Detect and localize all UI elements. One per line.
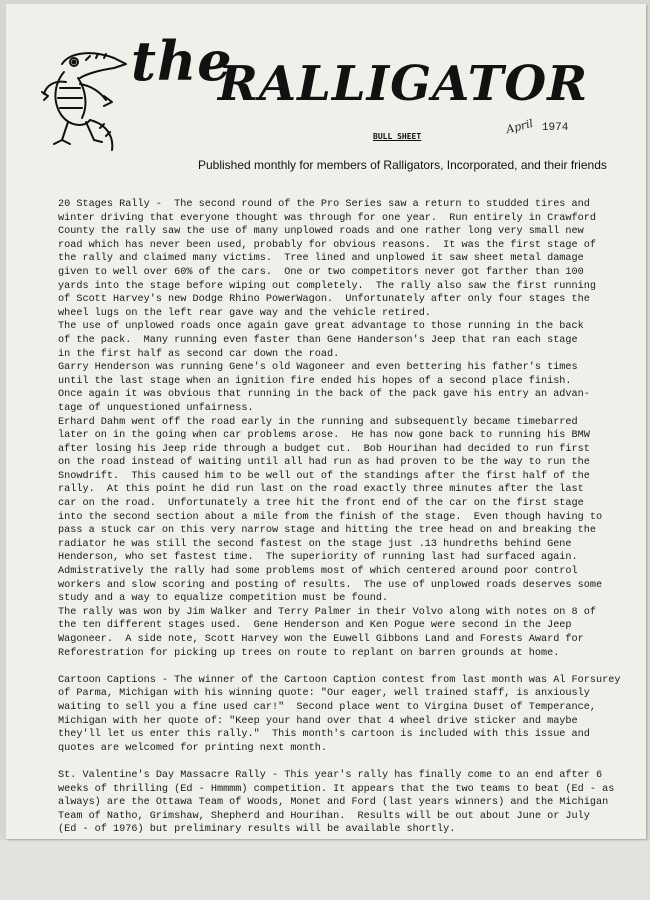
- text-line: waiting to sell you a fine used car!" Second place went to Virgina Duset of Temperance,: [58, 701, 596, 713]
- text-line: Garry Henderson was running Gene's old Wagoneer and even bettering his father's times: [58, 362, 578, 374]
- text-line: Snowdrift. This caused him to be well out of the standings after the first half of the: [58, 470, 590, 482]
- text-line: The rally was won by Jim Walker and Terry Palmer in their Volvo along with notes on 8 of: [58, 606, 596, 618]
- text-line: of Parma, Michigan with his winning quote: "Our eager, well trained staff, is anxiously: [58, 688, 590, 700]
- paragraph-gap: [58, 755, 646, 769]
- text-line: given to well over 60% of the cars. One or two competitors never got farther than 100: [58, 266, 584, 278]
- article-valentines-rally: [58, 769, 646, 837]
- masthead-the: the: [131, 29, 233, 93]
- text-line: Cartoon Captions - The winner of the Cartoon Caption contest from last month was Al Forsurey: [58, 674, 621, 686]
- text-line: study and a way to equalize competition must be found.: [58, 593, 389, 605]
- text-line: workers and slow scoring and posting of results. The use of unplowed roads deserves some: [58, 579, 603, 591]
- text-line: pass a stuck car on this very narrow stage and hitting the tree head on and breaking the: [58, 525, 596, 537]
- text-line: Reforestration for picking up trees on route to replant on barren grounds at home.: [58, 647, 560, 659]
- paragraph-gap: [58, 660, 646, 674]
- text-line: always) are the Ottawa Team of Woods, Monet and Ford (last years winners) and the Michigan: [58, 797, 609, 809]
- newsletter-body: [58, 198, 646, 837]
- article-cartoon-captions: [58, 674, 646, 756]
- text-line: wheel lugs on the left rear gave way and the vehicle retired.: [58, 307, 431, 319]
- text-line: they'll let us enter this rally." This month's cartoon is included with this issue and: [58, 729, 590, 741]
- text-line: quotes are welcomed for printing next month.: [58, 742, 327, 754]
- text-line: into the second section about a mile from the finish of the stage. Even though having to: [58, 511, 603, 523]
- text-line: of Scott Harvey's new Dodge Rhino PowerWagon. Unfortunately after only four stages the: [58, 294, 590, 306]
- text-line: road which has never been used, probably for obvious reasons. It was the first stage of: [58, 239, 596, 251]
- text-line: Team of Natho, Grimshaw, Shepherd and Hourihan. Results will be out about June or July: [58, 810, 590, 822]
- text-line: 20 Stages Rally - The second round of the Pro Series saw a return to studded tires and: [58, 199, 590, 210]
- text-line: rally. At this point he did run last on the road exactly three minutes after the last: [58, 484, 584, 496]
- text-line: winter driving that everyone thought was through for one year. Run entirely in Crawford: [58, 212, 596, 224]
- text-line: in the first half as second car down the road.: [58, 348, 340, 360]
- text-line: later on in the going when car problems arose. He has now gone back to running his BMW: [58, 430, 590, 442]
- text-line: (Ed - of 1976) but preliminary results will be available shortly.: [58, 824, 456, 836]
- text-line: car on the road. Unfortunately a tree hit the front end of the car on the first stage: [58, 498, 584, 510]
- text-line: the ten different stages used. Gene Henderson and Ken Pogue were second in the Jeep: [58, 620, 572, 632]
- text-line: weeks of thrilling (Ed - Hmmmm) competition. It appears that the two teams to beat (Ed - as: [58, 783, 615, 795]
- issue-year: 1974: [541, 122, 569, 134]
- text-line: Admistratively the rally had some problems most of which centered around poor control: [58, 566, 578, 578]
- issue-month: April: [504, 116, 535, 137]
- issue-date: [504, 116, 569, 137]
- alligator-mascot-icon: [40, 44, 135, 154]
- background-below-page: [0, 840, 650, 900]
- text-line: Wagoneer. A side note, Scott Harvey won the Euwell Gibbons Land and Forests Award for: [58, 634, 584, 645]
- text-line: St. Valentine's Day Massacre Rally - This year's rally has finally come to an end after 6: [58, 769, 603, 781]
- masthead-title: RALLIGATOR: [218, 56, 589, 112]
- text-line: on the road instead of waiting until all had run as had proven to be the way to run the: [58, 457, 590, 469]
- text-line: Henderson, who set fastest time. The superiority of running last had surfaced again.: [58, 552, 578, 564]
- text-line: Erhard Dahm went off the road early in the running and subsequently became timebarred: [58, 416, 578, 428]
- text-line: of the pack. Many running even faster than Gene Handerson's Jeep that ran each stage: [58, 334, 578, 346]
- text-line: tage of unquestioned unfairness.: [58, 402, 254, 414]
- text-line: until the last stage when an ignition fire ended his hopes of a second place finish.: [58, 375, 572, 387]
- bull-sheet-label: BULL SHEET: [373, 132, 422, 141]
- text-line: yards into the stage before wiping out completely. The rally also saw the first running: [58, 280, 596, 292]
- text-line: radiator he was still the second fastest on the stage just .13 hundreths behind Gene: [58, 538, 572, 550]
- text-line: after losing his Jeep ride through a budget cut. Bob Hourihan had decided to run first: [58, 443, 590, 455]
- newsletter-page: [6, 4, 646, 839]
- text-line: The use of unplowed roads once again gave great advantage to those running in the back: [58, 321, 584, 333]
- article-20-stages-rally: [58, 198, 646, 660]
- masthead-subtitle: Published monthly for members of Ralligators, Incorporated, and their friends: [198, 158, 607, 172]
- text-line: Michigan with her quote of: "Keep your hand over that 4 wheel drive sticker and maybe: [58, 715, 578, 727]
- text-line: County the rally saw the use of many unplowed roads and one rather long very small new: [58, 226, 584, 238]
- text-line: the rally and claimed many victims. Tree lined and unplowed it saw sheet metal damage: [58, 253, 584, 265]
- text-line: Once again it was obvious that running in the back of the pack gave his entry an advan-: [58, 389, 590, 401]
